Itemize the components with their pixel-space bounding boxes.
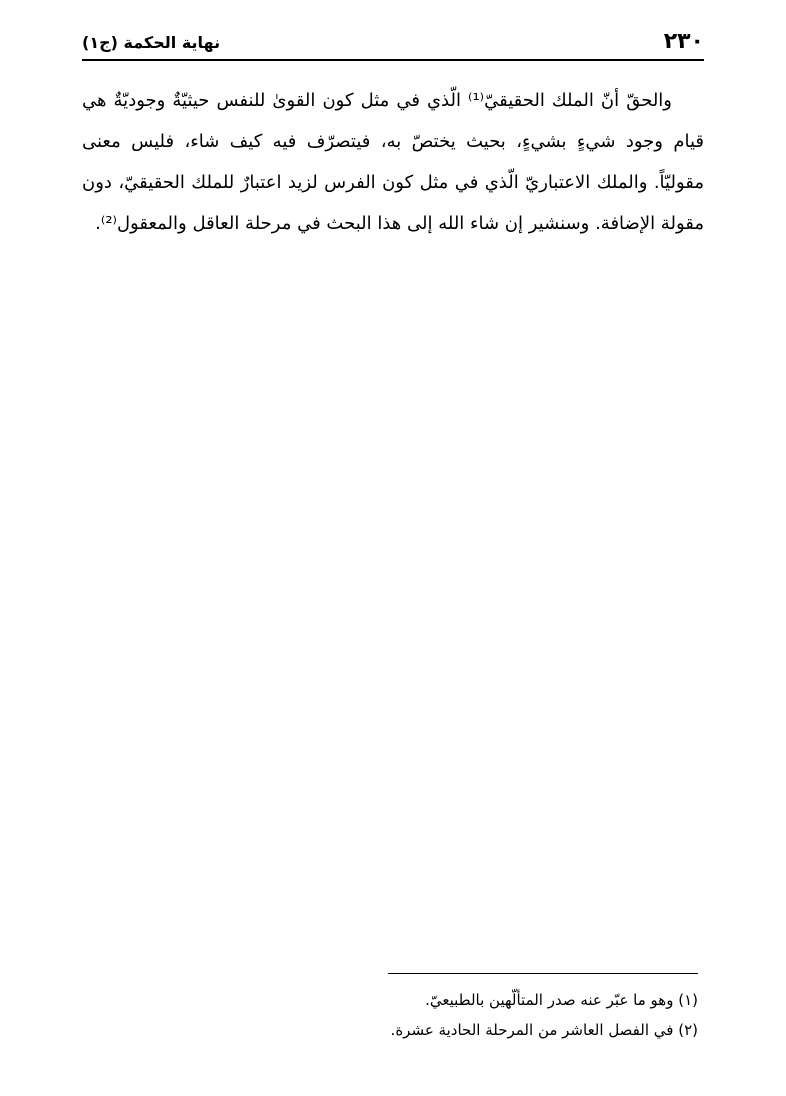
body-paragraph: والحقّ أنّ الملك الحقيقيّ⁽¹⁾ الّذي في مثل كون القوىٰ للنفس حيثيّةٌ وجوديّةٌ هي قيام وجود شيءٍ بشيءٍ، بحيث يختصّ به، فيتصرّف فيه كيف شاء، فليس معنى مقوليّاً. والملك الاعتباريّ الّذي في مثل كون الفرس لزيد اعتبارٌ للملك الحقيقيّ، دون مقولة الإضافة. وسنشير إن شاء الله إلى هذا البحث في مرحلة العاقل والمعقول⁽²⁾. [82,90,704,234]
main-text [82,80,704,244]
page-header [82,28,704,58]
header-rule [82,59,704,61]
footnote-separator [388,973,698,974]
footnote-1: (١) وهو ما عبّر عنه صدر المتألّهين بالطبيعيّ. [425,991,698,1009]
running-title: نهاية الحكمة (ج١) [82,33,221,52]
footnotes [82,985,698,1045]
footnote-2: (٢) في الفصل العاشر من المرحلة الحادية عشرة. [390,1021,698,1039]
page-number: ٢٣٠ [663,29,704,54]
